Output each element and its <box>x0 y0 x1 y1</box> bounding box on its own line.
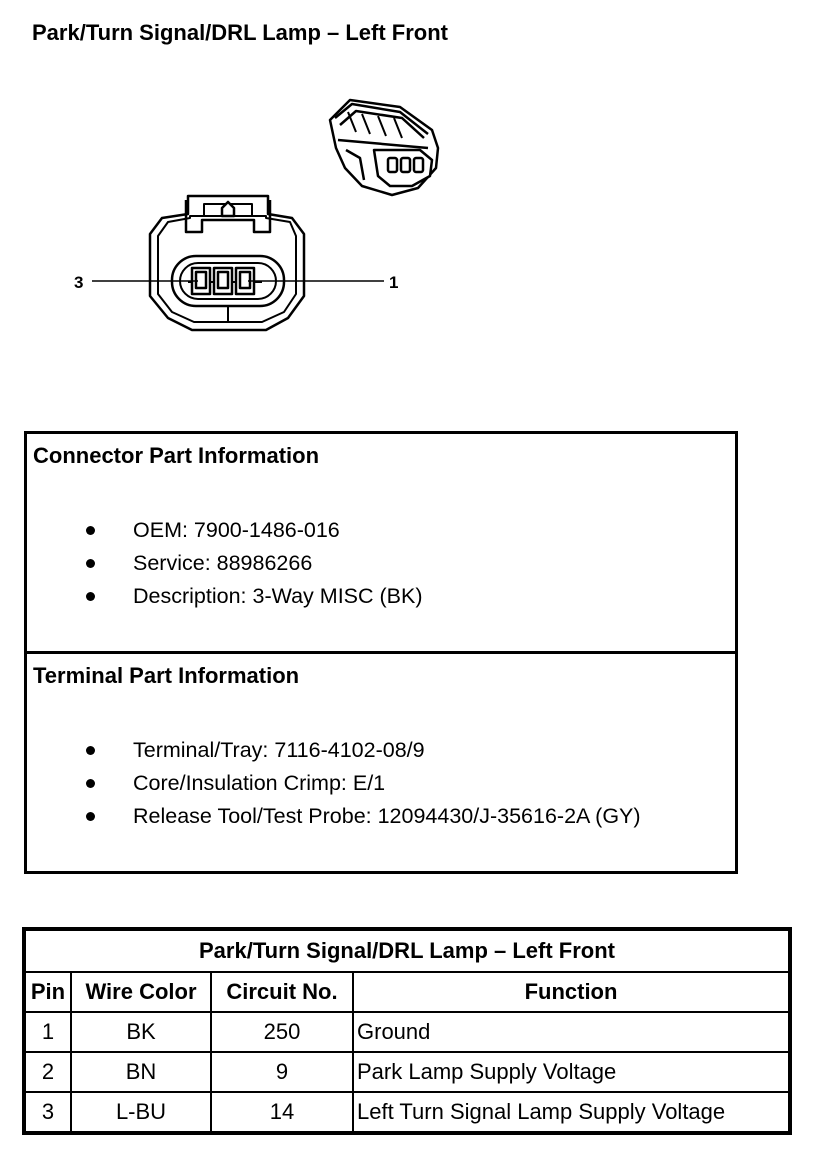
header-function: Function <box>353 972 789 1012</box>
table-row <box>25 1012 789 1052</box>
connector-diagram <box>0 0 832 400</box>
connector-info-heading: Connector Part Information <box>33 443 320 468</box>
table-row <box>25 1092 789 1132</box>
bullet-icon <box>86 526 95 535</box>
cell-wire-color: BN <box>71 1052 211 1092</box>
cell-function: Left Turn Signal Lamp Supply Voltage <box>353 1092 789 1132</box>
pin-3-label: 3 <box>74 273 84 292</box>
connector-isometric-view <box>330 100 438 195</box>
table-header-row <box>25 972 789 1012</box>
table-row <box>25 1052 789 1092</box>
bullet-icon <box>86 559 95 568</box>
cell-pin: 1 <box>25 1012 71 1052</box>
header-pin: Pin <box>25 972 71 1012</box>
cell-circuit-no: 250 <box>211 1012 353 1052</box>
connector-part-info: Connector Part Information OEM: 7900-1486-016 Service: 88986266 Description: 3-Way MISC (BK) <box>27 434 735 654</box>
terminal-part-info: Terminal Part Information Terminal/Tray: 7116-4102-08/9 Core/Insulation Crimp: E/1 Release Tool/Test Probe: 12094430/J-35616-2A (GY) <box>33 663 641 828</box>
bullet-icon <box>86 746 95 755</box>
cell-function: Park Lamp Supply Voltage <box>353 1052 789 1092</box>
cell-function: Ground <box>353 1012 789 1052</box>
page-title: Park/Turn Signal/DRL Lamp – Left Front <box>32 20 449 45</box>
cell-pin: 3 <box>25 1092 71 1132</box>
pin-table <box>24 929 790 1133</box>
cell-circuit-no: 14 <box>211 1092 353 1132</box>
bullet-icon <box>86 592 95 601</box>
part-information-box <box>24 431 738 874</box>
bullet-icon <box>86 779 95 788</box>
cell-circuit-no: 9 <box>211 1052 353 1092</box>
connector-face-view <box>150 196 304 330</box>
cell-wire-color: L-BU <box>71 1092 211 1132</box>
cell-wire-color: BK <box>71 1012 211 1052</box>
pin-1-label: 1 <box>389 273 399 292</box>
header-circuit-no: Circuit No. <box>211 972 353 1012</box>
bullet-icon <box>86 812 95 821</box>
table-title-row <box>25 930 789 972</box>
cell-pin: 2 <box>25 1052 71 1092</box>
terminal-info-heading: Terminal Part Information <box>33 663 300 688</box>
header-wire-color: Wire Color <box>71 972 211 1012</box>
table-title: Park/Turn Signal/DRL Lamp – Left Front <box>25 930 789 972</box>
